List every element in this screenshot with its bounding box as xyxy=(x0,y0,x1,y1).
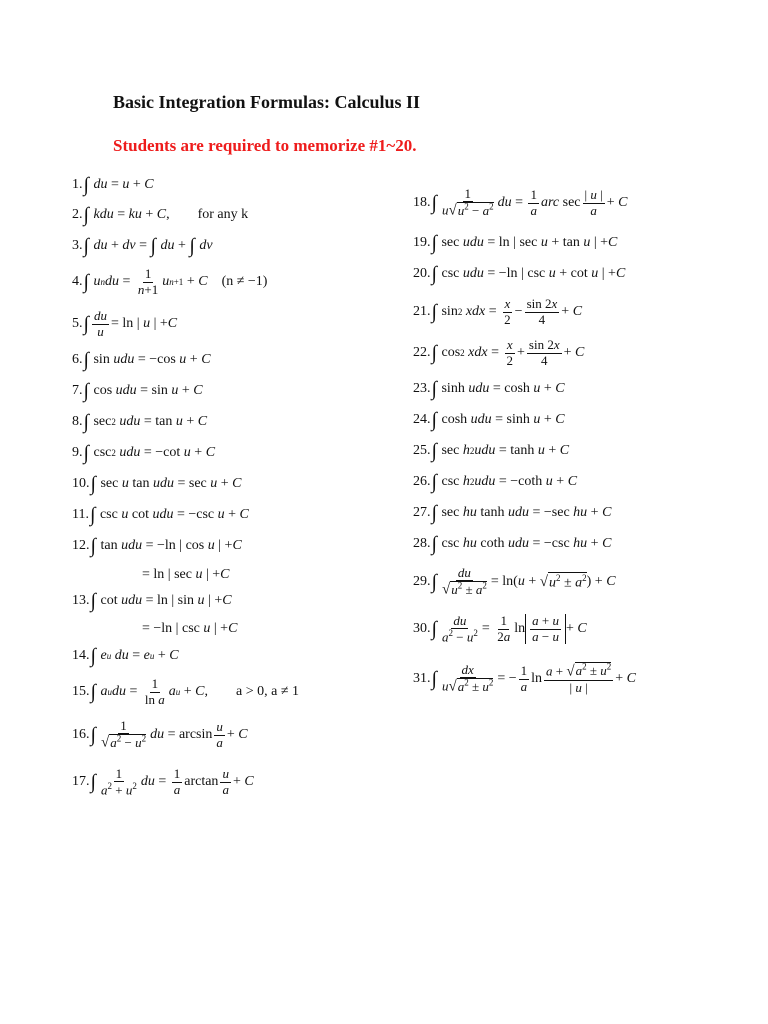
formula-6: 6. ∫ sin udu = −cos u + C xyxy=(72,349,211,371)
formula-21: 21. ∫ sin 2 xdx = $\frac{x}{2}$ − $\frac{\sin 2x}{4}$ + C xyxy=(413,296,583,327)
formula-4: 4. ∫ u n du = $\frac{1}{n+1}$ u n+1 + C (n ≠ −1) xyxy=(72,266,268,297)
formula-26: 26. ∫ csc h 2 udu = −coth u + C xyxy=(413,471,578,493)
formula-27: 27. ∫ sec hu tanh udu = −sec hu + C xyxy=(413,502,612,524)
formula-25: 25. ∫ sec h 2 udu = tanh u + C xyxy=(413,440,570,462)
formula-9: 9. ∫ csc 2 udu = −cot u + C xyxy=(72,442,216,464)
formula-29: 29. ∫ $\frac{du}{√u^2 \pm a^2}$ = ln( u + √ $u^2 \pm a^2$ ) + C xyxy=(413,564,616,598)
formula-31: 31. ∫ $\frac{dx}{u√a^2 \pm u^2}$ = − $\frac{1}{a}$ ln $\frac{a + √a^2 \pm u^2}{| u |}$ + C xyxy=(413,661,637,695)
formula-24: 24. ∫ cosh udu = sinh u + C xyxy=(413,409,565,431)
formula-8: 8. ∫ sec 2 udu = tan u + C xyxy=(72,411,208,433)
memorize-instruction: Students are required to memorize #1~20. xyxy=(113,136,417,155)
page-title: Basic Integration Formulas: Calculus II xyxy=(113,92,421,112)
formula-7: 7. ∫ cos udu = sin u + C xyxy=(72,380,203,402)
formula-12-alt: = ln | sec u | + C xyxy=(142,567,230,582)
formula-15: 15. ∫ a u du = $\frac{1}{\text{ln a}}$ a u + C , a > 0, a ≠ 1 xyxy=(72,676,300,707)
formula-23: 23. ∫ sinh udu = cosh u + C xyxy=(413,378,565,400)
formula-13: 13. ∫ cot udu = ln | sin u | + C xyxy=(72,590,232,612)
formula-20: 20. ∫ csc udu = −ln | csc u + cot u | + C xyxy=(413,263,626,285)
formula-19: 19. ∫ sec udu = ln | sec u + tan u | + C xyxy=(413,232,618,254)
formula-12: 12. ∫ tan udu = −ln | cos u | + C xyxy=(72,535,242,557)
formula-1: 1. ∫ du = u + C xyxy=(72,174,154,196)
formula-5: 5. ∫ $\frac{du}{u}$ = ln | u | + C xyxy=(72,308,178,339)
formula-28: 28. ∫ csc hu coth udu = −csc hu + C xyxy=(413,533,612,555)
formula-13-alt: = −ln | csc u | + C xyxy=(142,621,238,636)
formula-14: 14. ∫ e u du = e u + C xyxy=(72,645,179,667)
formula-2: 2. ∫ kdu = ku + C , for any k xyxy=(72,204,249,226)
formula-10: 10. ∫ sec u tan udu = sec u + C xyxy=(72,473,242,495)
formula-18: 18. ∫ $\frac{1}{u√u^2 - a^2}$ du = $\frac{1}{a}$ arc sec $\frac{| u |}{a}$ + C xyxy=(413,185,628,219)
formula-11: 11. ∫ csc u cot udu = −csc u + C xyxy=(72,504,249,526)
formula-16: 16. ∫ $\frac{1}{√a^2 - u^2}$ du = arcsin $\frac{u}{a}$ + C xyxy=(72,717,248,751)
formula-22: 22. ∫ cos 2 xdx = $\frac{x}{2}$ + $\frac{\sin 2x}{4}$ + C xyxy=(413,337,585,368)
formula-30: 30. ∫ $\frac{du}{a^2 - u^2}$ = $\frac{1}{2a}$ ln $\frac{a + u}{a - u}$ + C xyxy=(413,612,587,645)
formula-3: 3. ∫ du + dv = ∫ du + ∫ dv xyxy=(72,235,213,257)
formula-17: 17. ∫ $\frac{1}{a^2 + u^2}$ du = $\frac{1}{a}$ arctan $\frac{u}{a}$ + C xyxy=(72,765,254,798)
